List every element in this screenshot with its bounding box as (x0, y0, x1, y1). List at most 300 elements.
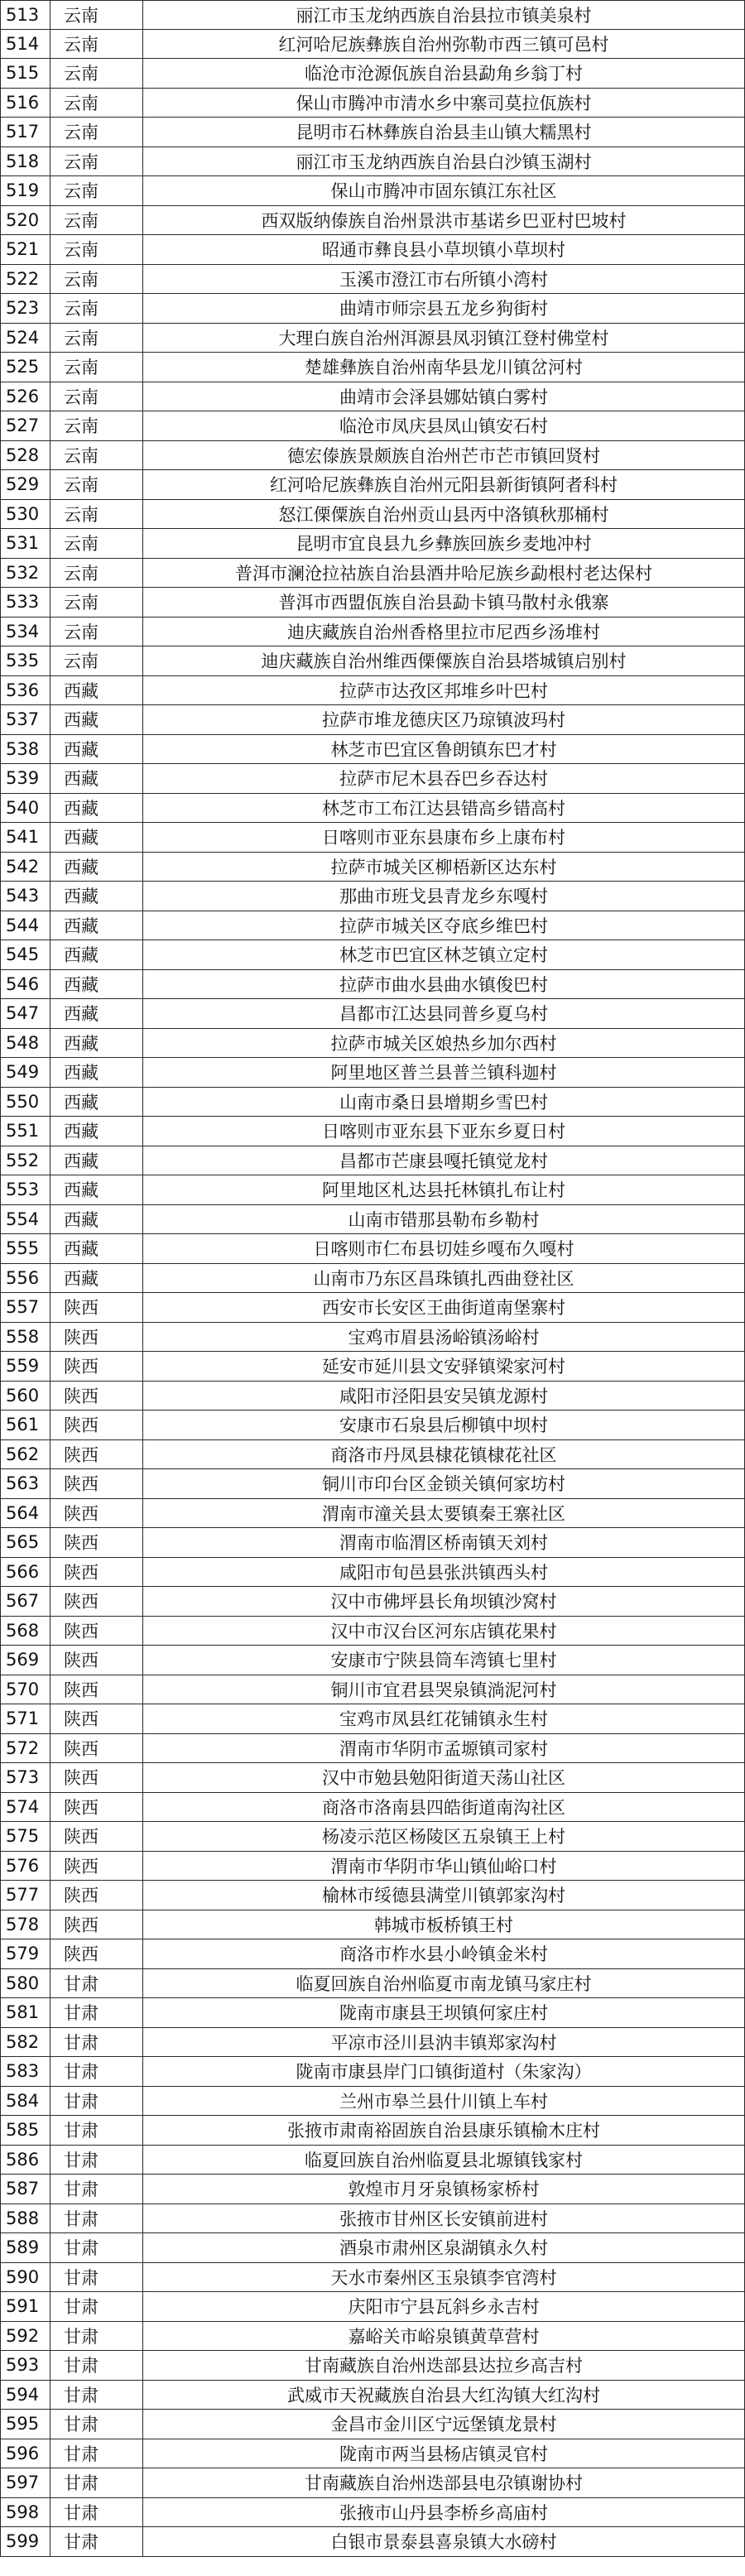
table-row (0, 999, 745, 1029)
village-name-cell: 张掖市肃南裕固族自治县康乐镇榆木庄村 (142, 2116, 745, 2145)
row-number-cell: 519 (0, 176, 50, 205)
row-number-cell: 552 (0, 1146, 50, 1175)
table-row (0, 1499, 745, 1529)
table-row (0, 853, 745, 882)
row-number-cell: 578 (0, 1910, 50, 1939)
province-cell: 西藏 (50, 823, 142, 852)
province-cell: 西藏 (50, 1146, 142, 1175)
row-number-cell: 592 (0, 2322, 50, 2351)
row-number-cell: 572 (0, 1734, 50, 1763)
village-name-cell: 金昌市金川区宁远堡镇龙景村 (142, 2410, 745, 2439)
row-number-cell: 586 (0, 2146, 50, 2175)
village-name-cell: 拉萨市城关区柳梧新区达东村 (142, 853, 745, 882)
province-cell: 陕西 (50, 1382, 142, 1411)
village-name-cell: 阿里地区札达县托林镇扎布让村 (142, 1175, 745, 1204)
row-number-cell: 547 (0, 999, 50, 1028)
village-name-cell: 红河哈尼族彝族自治州弥勒市西三镇可邑村 (142, 30, 745, 59)
village-name-cell: 临沧市沧源佤族自治县勐角乡翁丁村 (142, 59, 745, 88)
province-cell: 甘肃 (50, 2116, 142, 2145)
province-cell: 西藏 (50, 764, 142, 793)
province-cell: 陕西 (50, 1822, 142, 1851)
table-row (0, 89, 745, 118)
province-cell: 甘肃 (50, 2204, 142, 2233)
province-cell: 陕西 (50, 1734, 142, 1763)
table-row (0, 2057, 745, 2087)
table-row (0, 1411, 745, 1440)
table-row (0, 1323, 745, 1353)
table-row (0, 2116, 745, 2146)
row-number-cell: 573 (0, 1763, 50, 1792)
row-number-cell: 522 (0, 265, 50, 294)
village-name-cell: 拉萨市堆龙德庆区乃琼镇波玛村 (142, 705, 745, 734)
village-name-cell: 张掖市甘州区长安镇前进村 (142, 2204, 745, 2233)
row-number-cell: 576 (0, 1852, 50, 1881)
province-cell: 甘肃 (50, 2381, 142, 2410)
village-name-cell: 林芝市工布江达县错高乡错高村 (142, 794, 745, 823)
province-cell: 陕西 (50, 1323, 142, 1352)
village-name-cell: 庆阳市宁县瓦斜乡永吉村 (142, 2292, 745, 2321)
province-cell: 甘肃 (50, 1969, 142, 1998)
province-cell: 云南 (50, 470, 142, 499)
row-number-cell: 575 (0, 1822, 50, 1851)
province-cell: 云南 (50, 59, 142, 88)
row-number-cell: 523 (0, 294, 50, 323)
village-name-cell: 平凉市泾川县汭丰镇郑家沟村 (142, 2028, 745, 2057)
row-number-cell: 533 (0, 588, 50, 617)
table-row (0, 1558, 745, 1588)
row-number-cell: 513 (0, 1, 50, 29)
row-number-cell: 521 (0, 235, 50, 264)
row-number-cell: 579 (0, 1939, 50, 1968)
province-cell: 陕西 (50, 1499, 142, 1528)
province-cell: 云南 (50, 206, 142, 235)
table-row (0, 2527, 745, 2557)
province-cell: 云南 (50, 411, 142, 440)
row-number-cell: 570 (0, 1675, 50, 1704)
row-number-cell: 553 (0, 1175, 50, 1204)
province-cell: 西藏 (50, 853, 142, 882)
province-cell: 云南 (50, 118, 142, 147)
row-number-cell: 542 (0, 853, 50, 882)
row-number-cell: 541 (0, 823, 50, 852)
province-cell: 云南 (50, 500, 142, 529)
table-row (0, 1175, 745, 1205)
row-number-cell: 515 (0, 59, 50, 88)
table-row (0, 1881, 745, 1910)
province-cell: 云南 (50, 265, 142, 294)
province-cell: 西藏 (50, 940, 142, 969)
table-row (0, 1939, 745, 1969)
table-row (0, 1969, 745, 1999)
row-number-cell: 554 (0, 1205, 50, 1234)
row-number-cell: 532 (0, 559, 50, 588)
row-number-cell: 534 (0, 618, 50, 646)
row-number-cell: 525 (0, 353, 50, 382)
table-row (0, 1675, 745, 1705)
row-number-cell: 562 (0, 1440, 50, 1469)
province-cell: 云南 (50, 382, 142, 411)
province-cell: 陕西 (50, 1704, 142, 1733)
row-number-cell: 577 (0, 1881, 50, 1910)
village-name-cell: 渭南市华阴市华山镇仙峪口村 (142, 1852, 745, 1881)
province-cell: 云南 (50, 147, 142, 176)
table-row (0, 764, 745, 794)
table-row (0, 1704, 745, 1734)
province-cell: 陕西 (50, 1793, 142, 1822)
row-number-cell: 556 (0, 1264, 50, 1293)
village-name-cell: 白银市景泰县喜泉镇大水磅村 (142, 2527, 745, 2556)
table-row (0, 1352, 745, 1382)
table-row (0, 705, 745, 735)
province-cell: 甘肃 (50, 2233, 142, 2262)
province-cell: 西藏 (50, 676, 142, 705)
row-number-cell: 565 (0, 1528, 50, 1557)
table-row (0, 470, 745, 500)
village-name-cell: 汉中市勉县勉阳街道天荡山社区 (142, 1763, 745, 1792)
village-name-cell: 德宏傣族景颇族自治州芒市芒市镇回贤村 (142, 441, 745, 470)
table-row (0, 2439, 745, 2469)
row-number-cell: 596 (0, 2439, 50, 2468)
village-name-cell: 昆明市石林彝族自治县圭山镇大糯黑村 (142, 118, 745, 147)
table-row (0, 2028, 745, 2058)
province-cell: 甘肃 (50, 2498, 142, 2527)
province-cell: 西藏 (50, 1088, 142, 1117)
row-number-cell: 528 (0, 441, 50, 470)
row-number-cell: 597 (0, 2468, 50, 2497)
row-number-cell: 539 (0, 764, 50, 793)
table-row (0, 559, 745, 589)
village-name-cell: 嘉峪关市峪泉镇黄草营村 (142, 2322, 745, 2351)
village-name-cell: 杨凌示范区杨陵区五泉镇王上村 (142, 1822, 745, 1851)
row-number-cell: 529 (0, 470, 50, 499)
row-number-cell: 598 (0, 2498, 50, 2527)
village-name-cell: 怒江傈僳族自治州贡山县丙中洛镇秋那桶村 (142, 500, 745, 529)
province-cell: 陕西 (50, 1558, 142, 1587)
village-name-cell: 拉萨市曲水县曲水镇俊巴村 (142, 970, 745, 999)
province-cell: 云南 (50, 618, 142, 646)
row-number-cell: 561 (0, 1411, 50, 1439)
province-cell: 云南 (50, 1, 142, 29)
province-cell: 陕西 (50, 1587, 142, 1616)
province-cell: 云南 (50, 353, 142, 382)
table-row (0, 147, 745, 177)
province-cell: 西藏 (50, 794, 142, 823)
village-name-cell: 昌都市芒康县嘎托镇觉龙村 (142, 1146, 745, 1175)
table-row (0, 0, 745, 30)
village-name-cell: 普洱市西盟佤族自治县勐卡镇马散村永俄寨 (142, 588, 745, 617)
table-row (0, 1117, 745, 1146)
row-number-cell: 540 (0, 794, 50, 823)
row-number-cell: 569 (0, 1646, 50, 1675)
province-cell: 云南 (50, 294, 142, 323)
table-row (0, 2498, 745, 2528)
village-name-cell: 商洛市丹凤县棣花镇棣花社区 (142, 1440, 745, 1469)
table-row (0, 1587, 745, 1617)
row-number-cell: 588 (0, 2204, 50, 2233)
table-row (0, 1469, 745, 1499)
province-cell: 西藏 (50, 911, 142, 940)
province-cell: 甘肃 (50, 2057, 142, 2086)
village-name-cell: 拉萨市城关区娘热乡加尔西村 (142, 1029, 745, 1058)
province-cell: 甘肃 (50, 2322, 142, 2351)
village-name-cell: 武威市天祝藏族自治县大红沟镇大红沟村 (142, 2381, 745, 2410)
village-name-cell: 陇南市两当县杨店镇灵官村 (142, 2439, 745, 2468)
village-name-cell: 迪庆藏族自治州香格里拉市尼西乡汤堆村 (142, 618, 745, 646)
province-cell: 陕西 (50, 1617, 142, 1646)
table-row (0, 500, 745, 530)
village-name-cell: 迪庆藏族自治州维西傈僳族自治县塔城镇启别村 (142, 646, 745, 675)
row-number-cell: 530 (0, 500, 50, 529)
row-number-cell: 595 (0, 2410, 50, 2439)
table-row (0, 2175, 745, 2204)
province-cell: 陕西 (50, 1939, 142, 1968)
table-row (0, 324, 745, 353)
row-number-cell: 580 (0, 1969, 50, 1998)
table-row (0, 176, 745, 206)
row-number-cell: 593 (0, 2351, 50, 2380)
village-name-cell: 大理白族自治州洱源县凤羽镇江登村佛堂村 (142, 324, 745, 353)
village-name-cell: 保山市腾冲市固东镇江东社区 (142, 176, 745, 205)
table-row (0, 1822, 745, 1852)
row-number-cell: 599 (0, 2527, 50, 2556)
row-number-cell: 559 (0, 1352, 50, 1381)
table-row (0, 2233, 745, 2263)
table-row (0, 1734, 745, 1764)
village-name-cell: 红河哈尼族彝族自治州元阳县新街镇阿者科村 (142, 470, 745, 499)
village-name-cell: 铜川市宜君县哭泉镇淌泥河村 (142, 1675, 745, 1704)
row-number-cell: 543 (0, 882, 50, 911)
row-number-cell: 551 (0, 1117, 50, 1146)
table-row (0, 353, 745, 382)
village-name-cell: 昭通市彝良县小草坝镇小草坝村 (142, 235, 745, 264)
row-number-cell: 549 (0, 1058, 50, 1087)
table-row (0, 1646, 745, 1675)
row-number-cell: 520 (0, 206, 50, 235)
table-row (0, 1234, 745, 1264)
province-cell: 甘肃 (50, 2146, 142, 2175)
village-name-cell: 昌都市江达县同普乡夏乌村 (142, 999, 745, 1028)
row-number-cell: 537 (0, 705, 50, 734)
row-number-cell: 555 (0, 1234, 50, 1263)
row-number-cell: 566 (0, 1558, 50, 1587)
table-row (0, 382, 745, 412)
province-cell: 甘肃 (50, 2175, 142, 2204)
table-row (0, 735, 745, 765)
village-name-cell: 铜川市印台区金锁关镇何家坊村 (142, 1469, 745, 1498)
province-cell: 陕西 (50, 1881, 142, 1910)
village-name-cell: 拉萨市达孜区邦堆乡叶巴村 (142, 676, 745, 705)
village-name-cell: 保山市腾冲市清水乡中寨司莫拉佤族村 (142, 89, 745, 118)
row-number-cell: 563 (0, 1469, 50, 1498)
table-row (0, 2087, 745, 2117)
row-number-cell: 536 (0, 676, 50, 705)
table-row (0, 411, 745, 441)
province-cell: 西藏 (50, 970, 142, 999)
table-row (0, 2292, 745, 2322)
province-cell: 西藏 (50, 1234, 142, 1263)
table-row (0, 294, 745, 324)
province-cell: 云南 (50, 324, 142, 353)
village-name-cell: 渭南市临渭区桥南镇天刘村 (142, 1528, 745, 1557)
row-number-cell: 544 (0, 911, 50, 940)
province-cell: 陕西 (50, 1910, 142, 1939)
table-row (0, 2410, 745, 2439)
province-cell: 云南 (50, 559, 142, 588)
village-name-cell: 安康市石泉县后柳镇中坝村 (142, 1411, 745, 1439)
table-row (0, 2322, 745, 2352)
row-number-cell: 584 (0, 2087, 50, 2116)
province-cell: 西藏 (50, 999, 142, 1028)
table-row (0, 2468, 745, 2498)
table-row (0, 1382, 745, 1411)
province-cell: 西藏 (50, 705, 142, 734)
village-name-cell: 商洛市柞水县小岭镇金米村 (142, 1939, 745, 1968)
table-row (0, 1088, 745, 1117)
province-cell: 陕西 (50, 1763, 142, 1792)
table-row (0, 441, 745, 471)
table-row (0, 940, 745, 970)
province-cell: 西藏 (50, 882, 142, 911)
province-cell: 陕西 (50, 1675, 142, 1704)
province-cell: 云南 (50, 176, 142, 205)
table-row (0, 1617, 745, 1646)
village-name-cell: 甘南藏族自治州迭部县达拉乡高吉村 (142, 2351, 745, 2380)
village-name-cell: 日喀则市亚东县下亚东乡夏日村 (142, 1117, 745, 1146)
province-cell: 云南 (50, 529, 142, 558)
province-cell: 西藏 (50, 735, 142, 764)
row-number-cell: 517 (0, 118, 50, 147)
row-number-cell: 538 (0, 735, 50, 764)
village-name-cell: 商洛市洛南县四皓街道南沟社区 (142, 1793, 745, 1822)
village-name-cell: 敦煌市月牙泉镇杨家桥村 (142, 2175, 745, 2204)
village-name-cell: 延安市延川县文安驿镇梁家河村 (142, 1352, 745, 1381)
village-name-cell: 山南市错那县勒布乡勒村 (142, 1205, 745, 1234)
village-name-cell: 宝鸡市眉县汤峪镇汤峪村 (142, 1323, 745, 1352)
table-row (0, 1910, 745, 1940)
province-cell: 云南 (50, 441, 142, 470)
table-row (0, 1293, 745, 1323)
village-name-cell: 临沧市凤庆县凤山镇安石村 (142, 411, 745, 440)
row-number-cell: 582 (0, 2028, 50, 2057)
province-cell: 西藏 (50, 1175, 142, 1204)
row-number-cell: 594 (0, 2381, 50, 2410)
table-row (0, 1440, 745, 1470)
village-name-cell: 宝鸡市凤县红花铺镇永生村 (142, 1704, 745, 1733)
village-name-cell: 韩城市板桥镇王村 (142, 1910, 745, 1939)
village-name-cell: 阿里地区普兰县普兰镇科迦村 (142, 1058, 745, 1087)
province-cell: 陕西 (50, 1293, 142, 1322)
row-number-cell: 585 (0, 2116, 50, 2145)
table-row (0, 2204, 745, 2234)
village-name-cell: 渭南市潼关县太要镇秦王寨社区 (142, 1499, 745, 1528)
province-cell: 甘肃 (50, 2028, 142, 2057)
village-name-cell: 张掖市山丹县李桥乡高庙村 (142, 2498, 745, 2527)
village-name-cell: 山南市桑日县增期乡雪巴村 (142, 1088, 745, 1117)
village-name-cell: 林芝市巴宜区林芝镇立定村 (142, 940, 745, 969)
province-cell: 西藏 (50, 1117, 142, 1146)
village-name-cell: 丽江市玉龙纳西族自治县白沙镇玉湖村 (142, 147, 745, 176)
row-number-cell: 516 (0, 89, 50, 118)
row-number-cell: 550 (0, 1088, 50, 1117)
province-cell: 云南 (50, 89, 142, 118)
table-row (0, 794, 745, 824)
village-name-cell: 临夏回族自治州临夏市南龙镇马家庄村 (142, 1969, 745, 1998)
village-name-cell: 拉萨市城关区夺底乡维巴村 (142, 911, 745, 940)
table-row (0, 265, 745, 295)
table-row (0, 911, 745, 941)
table-row (0, 529, 745, 559)
row-number-cell: 518 (0, 147, 50, 176)
village-name-cell: 兰州市皋兰县什川镇上车村 (142, 2087, 745, 2116)
row-number-cell: 535 (0, 646, 50, 675)
province-cell: 甘肃 (50, 2439, 142, 2468)
village-name-cell: 楚雄彝族自治州南华县龙川镇岔河村 (142, 353, 745, 382)
village-name-cell: 曲靖市师宗县五龙乡狗街村 (142, 294, 745, 323)
village-name-cell: 甘南藏族自治州迭部县电尕镇谢协村 (142, 2468, 745, 2497)
province-cell: 甘肃 (50, 2351, 142, 2380)
table-row (0, 646, 745, 676)
province-cell: 甘肃 (50, 2087, 142, 2116)
village-name-cell: 安康市宁陕县筒车湾镇七里村 (142, 1646, 745, 1675)
row-number-cell: 583 (0, 2057, 50, 2086)
row-number-cell: 545 (0, 940, 50, 969)
row-number-cell: 564 (0, 1499, 50, 1528)
table-row (0, 1029, 745, 1059)
province-cell: 云南 (50, 646, 142, 675)
village-name-cell: 日喀则市亚东县康布乡上康布村 (142, 823, 745, 852)
table-row (0, 235, 745, 265)
row-number-cell: 558 (0, 1323, 50, 1352)
table-row (0, 1763, 745, 1793)
village-name-cell: 玉溪市澄江市右所镇小湾村 (142, 265, 745, 294)
village-name-cell: 天水市秦州区玉泉镇李官湾村 (142, 2263, 745, 2292)
table-row (0, 676, 745, 706)
village-name-cell: 咸阳市泾阳县安吴镇龙源村 (142, 1382, 745, 1411)
table-row (0, 2381, 745, 2410)
row-number-cell: 589 (0, 2233, 50, 2262)
village-name-cell: 丽江市玉龙纳西族自治县拉市镇美泉村 (142, 1, 745, 29)
village-name-cell: 陇南市康县岸门口镇街道村（朱家沟） (142, 2057, 745, 2086)
province-cell: 陕西 (50, 1469, 142, 1498)
village-name-cell: 渭南市华阴市孟塬镇司家村 (142, 1734, 745, 1763)
village-name-cell: 曲靖市会泽县娜姑镇白雾村 (142, 382, 745, 411)
row-number-cell: 567 (0, 1587, 50, 1616)
table-row (0, 1528, 745, 1558)
row-number-cell: 587 (0, 2175, 50, 2204)
row-number-cell: 568 (0, 1617, 50, 1646)
province-cell: 陕西 (50, 1852, 142, 1881)
village-name-cell: 林芝市巴宜区鲁朗镇东巴才村 (142, 735, 745, 764)
row-number-cell: 560 (0, 1382, 50, 1411)
province-cell: 陕西 (50, 1352, 142, 1381)
table-row (0, 2351, 745, 2381)
province-cell: 云南 (50, 30, 142, 59)
row-number-cell: 524 (0, 324, 50, 353)
village-name-cell: 那曲市班戈县青龙乡东嘎村 (142, 882, 745, 911)
village-name-cell: 陇南市康县王坝镇何家庄村 (142, 1998, 745, 2027)
province-cell: 甘肃 (50, 2410, 142, 2439)
row-number-cell: 526 (0, 382, 50, 411)
province-cell: 西藏 (50, 1058, 142, 1087)
row-number-cell: 514 (0, 30, 50, 59)
row-number-cell: 548 (0, 1029, 50, 1058)
table-row (0, 206, 745, 236)
village-name-cell: 日喀则市仁布县切娃乡嘎布久嘎村 (142, 1234, 745, 1263)
table-row (0, 882, 745, 911)
row-number-cell: 527 (0, 411, 50, 440)
province-cell: 西藏 (50, 1264, 142, 1293)
table-row (0, 30, 745, 60)
